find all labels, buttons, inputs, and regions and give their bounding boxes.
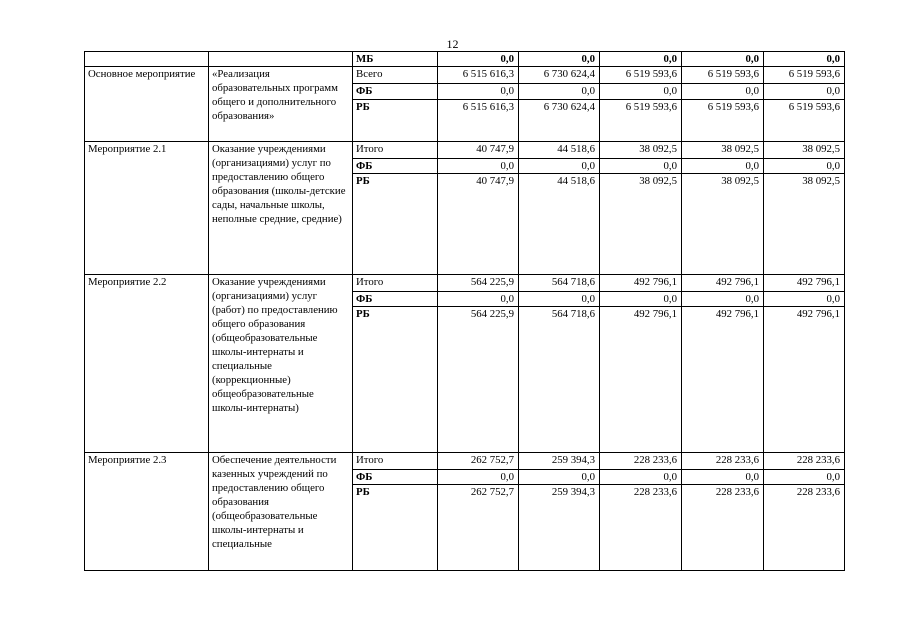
source-cell: Итого	[353, 453, 438, 470]
value-cell: 0,0	[682, 84, 764, 100]
value-cell: 564 225,9	[438, 275, 519, 292]
budget-table	[84, 51, 845, 571]
value-cell: 40 747,9	[438, 174, 519, 275]
value-cell: 0,0	[764, 52, 845, 67]
value-cell: 0,0	[438, 84, 519, 100]
source-cell: РБ	[353, 485, 438, 571]
value-cell: 0,0	[764, 470, 845, 485]
value-cell: 0,0	[519, 292, 600, 307]
value-cell: 0,0	[682, 159, 764, 174]
value-cell: 6 519 593,6	[764, 67, 845, 84]
table-row	[85, 453, 845, 470]
value-cell: 0,0	[438, 470, 519, 485]
value-cell: 259 394,3	[519, 453, 600, 470]
value-cell: 0,0	[519, 84, 600, 100]
value-cell: 0,0	[438, 159, 519, 174]
value-cell: 492 796,1	[764, 307, 845, 453]
value-cell: 492 796,1	[682, 307, 764, 453]
value-cell: 38 092,5	[764, 142, 845, 159]
value-cell: 0,0	[764, 159, 845, 174]
value-cell: 492 796,1	[764, 275, 845, 292]
value-cell: 492 796,1	[600, 307, 682, 453]
value-cell: 6 519 593,6	[600, 67, 682, 84]
measure-name: Обеспечение деятельности казенных учреждений по предоставлению общего образования (общеобразовательные школы-интернаты и специальные	[209, 453, 353, 571]
value-cell: 228 233,6	[764, 485, 845, 571]
source-cell: Итого	[353, 142, 438, 159]
value-cell: 44 518,6	[519, 174, 600, 275]
source-cell: РБ	[353, 174, 438, 275]
table-row	[85, 67, 845, 84]
value-cell: 38 092,5	[682, 142, 764, 159]
code-cell-empty	[85, 52, 209, 67]
value-cell: 0,0	[682, 470, 764, 485]
value-cell: 38 092,5	[764, 174, 845, 275]
table-row	[85, 275, 845, 292]
measure-name: «Реализация образовательных программ общего и дополнительного образования»	[209, 67, 353, 142]
value-cell: 0,0	[764, 292, 845, 307]
value-cell: 38 092,5	[600, 142, 682, 159]
value-cell: 6 515 616,3	[438, 67, 519, 84]
value-cell: 228 233,6	[600, 453, 682, 470]
value-cell: 259 394,3	[519, 485, 600, 571]
value-cell: 0,0	[600, 292, 682, 307]
source-cell: РБ	[353, 100, 438, 142]
table-row-mb	[85, 52, 845, 67]
value-cell: 564 225,9	[438, 307, 519, 453]
measure-code: Основное мероприятие	[85, 67, 209, 142]
source-cell: Итого	[353, 275, 438, 292]
value-cell: 564 718,6	[519, 307, 600, 453]
source-cell: ФБ	[353, 292, 438, 307]
value-cell: 6 730 624,4	[519, 67, 600, 84]
value-cell: 38 092,5	[600, 174, 682, 275]
value-cell: 38 092,5	[682, 174, 764, 275]
value-cell: 6 519 593,6	[764, 100, 845, 142]
measure-name: Оказание учреждениями (организациями) услуг по предоставлению общего образования (школы-детские сады, начальные школы, неполные средние, средние)	[209, 142, 353, 275]
measure-code: Мероприятие 2.3	[85, 453, 209, 571]
value-cell: 0,0	[519, 159, 600, 174]
value-cell: 262 752,7	[438, 485, 519, 571]
measure-name: Оказание учреждениями (организациями) услуг (работ) по предоставлению общего образования (общеобразовательные школы-интернаты и специальные (коррекционные) общеобразовательные школы-интернаты)	[209, 275, 353, 453]
value-cell: 0,0	[600, 159, 682, 174]
table-row	[85, 142, 845, 159]
measure-code: Мероприятие 2.2	[85, 275, 209, 453]
value-cell: 0,0	[438, 292, 519, 307]
value-cell: 0,0	[519, 52, 600, 67]
value-cell: 564 718,6	[519, 275, 600, 292]
value-cell: 228 233,6	[682, 453, 764, 470]
value-cell: 492 796,1	[600, 275, 682, 292]
value-cell: 0,0	[682, 292, 764, 307]
value-cell: 6 519 593,6	[682, 100, 764, 142]
source-cell: ФБ	[353, 159, 438, 174]
value-cell: 0,0	[519, 470, 600, 485]
value-cell: 6 519 593,6	[600, 100, 682, 142]
value-cell: 0,0	[682, 52, 764, 67]
source-cell: ФБ	[353, 470, 438, 485]
value-cell: 0,0	[438, 52, 519, 67]
source-cell: Всего	[353, 67, 438, 84]
value-cell: 0,0	[600, 470, 682, 485]
name-cell-empty	[209, 52, 353, 67]
page-number: 12	[446, 37, 459, 51]
source-cell: РБ	[353, 307, 438, 453]
value-cell: 0,0	[764, 84, 845, 100]
source-cell: МБ	[353, 52, 438, 67]
value-cell: 228 233,6	[682, 485, 764, 571]
value-cell: 6 515 616,3	[438, 100, 519, 142]
value-cell: 228 233,6	[764, 453, 845, 470]
measure-code: Мероприятие 2.1	[85, 142, 209, 275]
value-cell: 40 747,9	[438, 142, 519, 159]
value-cell: 262 752,7	[438, 453, 519, 470]
value-cell: 228 233,6	[600, 485, 682, 571]
value-cell: 6 519 593,6	[682, 67, 764, 84]
source-cell: ФБ	[353, 84, 438, 100]
value-cell: 44 518,6	[519, 142, 600, 159]
value-cell: 492 796,1	[682, 275, 764, 292]
value-cell: 0,0	[600, 84, 682, 100]
value-cell: 0,0	[600, 52, 682, 67]
value-cell: 6 730 624,4	[519, 100, 600, 142]
